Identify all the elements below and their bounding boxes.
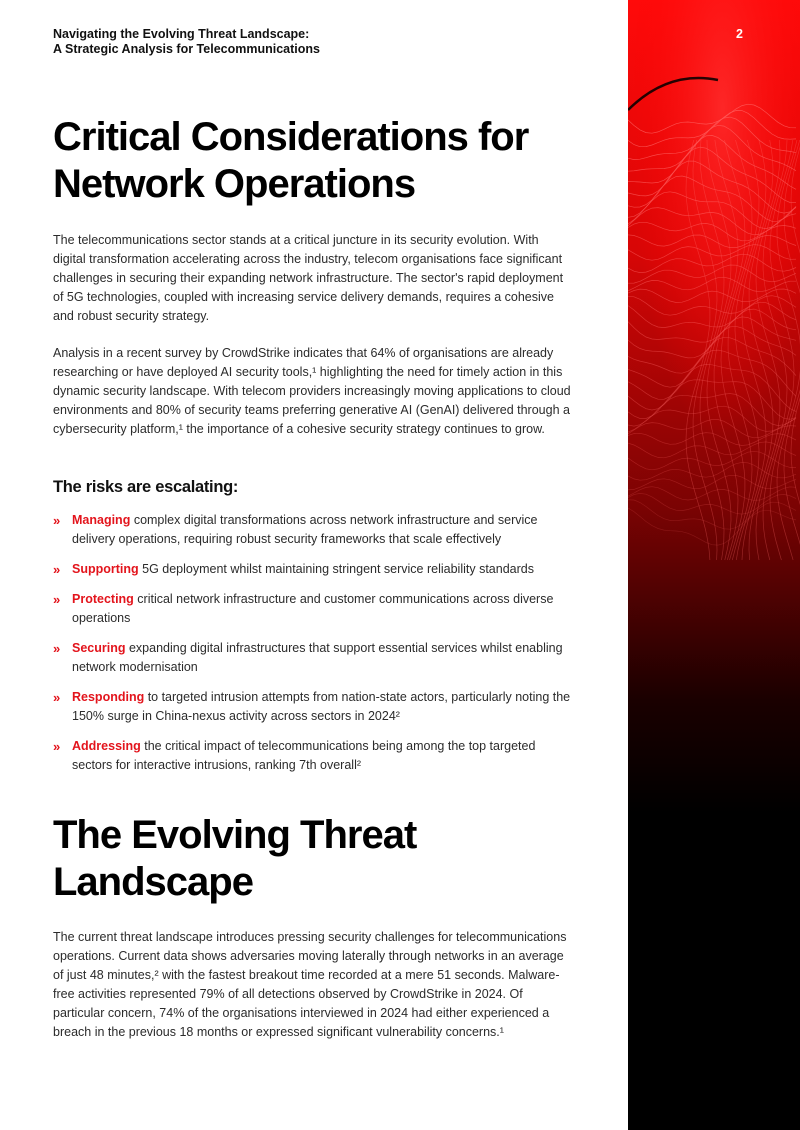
header-line-2: A Strategic Analysis for Telecommunications xyxy=(53,42,320,56)
wave-art-graphic xyxy=(628,0,800,1130)
chevron-right-icon: » xyxy=(53,562,61,577)
running-header xyxy=(53,27,320,57)
title-line-2: Landscape xyxy=(53,860,253,904)
page-number: 2 xyxy=(736,27,743,41)
risk-lead: Protecting xyxy=(72,592,134,606)
list-item xyxy=(53,511,573,549)
chevron-right-icon: » xyxy=(53,690,61,705)
title-line-1: Critical Considerations for xyxy=(53,115,529,159)
list-item xyxy=(53,737,573,775)
risk-text: complex digital transformations across network infrastructure and service delivery operations, requiring robust security frameworks that scale effectively xyxy=(72,513,538,546)
risk-lead: Supporting xyxy=(72,562,139,576)
list-item xyxy=(53,688,573,726)
risk-text: 5G deployment whilst maintaining stringent service reliability standards xyxy=(138,562,534,576)
threat-landscape-paragraph: The current threat landscape introduces pressing security challenges for telecommunications operations. Current data shows adversaries moving laterally through networks in an average of just 48 minutes,² with the fastest breakout time recorded at a mere 51 seconds. Malware-free activities represented 79% of all detections observed by CrowdStrike in 2024. Of particular concern, 74% of the organisations interviewed in 2024 had either experienced a breach in the previous 18 months or expressed significant vulnerability concerns.¹ xyxy=(53,930,567,1039)
risks-list xyxy=(53,511,573,786)
risk-lead: Addressing xyxy=(72,739,141,753)
risk-text: critical network infrastructure and customer communications across diverse operations xyxy=(72,592,554,625)
section-title-evolving-threat xyxy=(53,812,613,906)
decorative-red-wave-panel xyxy=(628,0,800,1130)
chevron-right-icon: » xyxy=(53,641,61,656)
title-line-2: Network Operations xyxy=(53,162,416,206)
list-item xyxy=(53,639,573,677)
risk-text: the critical impact of telecommunications being among the top targeted sectors for interactive intrusions, ranking 7th overall² xyxy=(72,739,536,772)
chevron-right-icon: » xyxy=(53,739,61,754)
chevron-right-icon: » xyxy=(53,592,61,607)
risk-lead: Managing xyxy=(72,513,131,527)
list-item xyxy=(53,590,573,628)
title-line-1: The Evolving Threat xyxy=(53,813,417,857)
risk-lead: Securing xyxy=(72,641,126,655)
chevron-right-icon: » xyxy=(53,513,61,528)
survey-paragraph: Analysis in a recent survey by CrowdStrike indicates that 64% of organisations are already researching or have deployed AI security tools,¹ highlighting the need for timely action in this dynamic security landscape. With telecom providers increasingly moving applications to cloud environments and 80% of security teams preferring generative AI (GenAI) delivered through a cybersecurity platform,¹ the importance of a cohesive security strategy continues to grow. xyxy=(53,346,571,436)
list-item xyxy=(53,560,573,579)
intro-paragraph: The telecommunications sector stands at a critical juncture in its security evolution. With digital transformation accelerating across the industry, telecom organisations face significant challenges in securing their expanding network infrastructure. The sector's rapid deployment of 5G technologies, coupled with increasing service delivery demands, requires a cohesive and robust security strategy. xyxy=(53,233,564,323)
risk-text: expanding digital infrastructures that support essential services whilst enabling network modernisation xyxy=(72,641,563,674)
risks-heading: The risks are escalating: xyxy=(53,478,239,496)
risk-text: to targeted intrusion attempts from nation-state actors, particularly noting the 150% surge in China-nexus activity across sectors in 2024² xyxy=(72,690,571,723)
section-title-critical-considerations xyxy=(53,114,613,208)
risk-lead: Responding xyxy=(72,690,145,704)
header-line-1: Navigating the Evolving Threat Landscape: xyxy=(53,27,310,41)
